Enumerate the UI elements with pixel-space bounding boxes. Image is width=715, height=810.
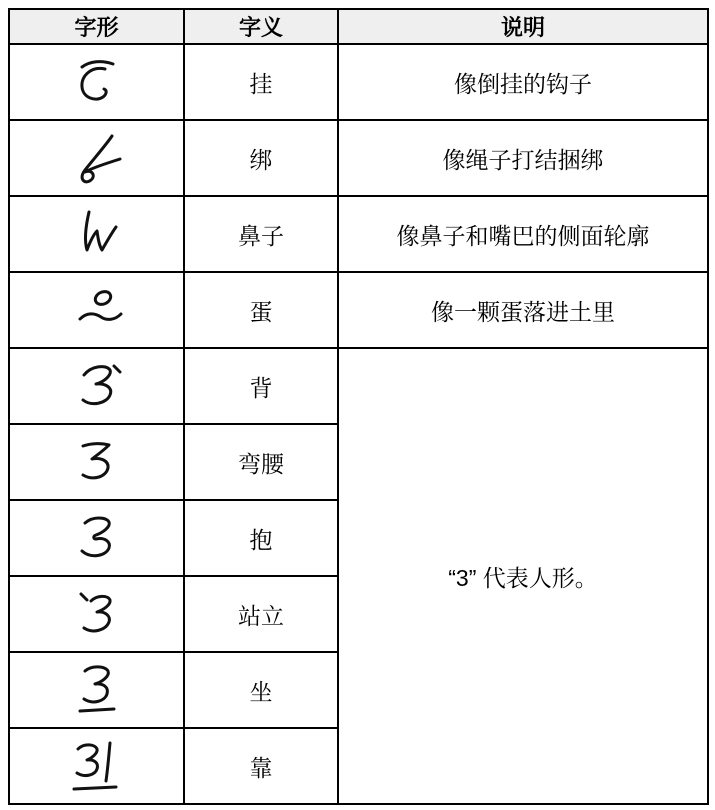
- meaning-cell: 坐: [184, 652, 338, 728]
- header-glyph-form: 字形: [9, 9, 184, 44]
- meaning-cell: 站立: [184, 576, 338, 652]
- shorthand-glyph-table: [8, 8, 709, 805]
- description-cell: 像绳子打结捆绑: [338, 120, 708, 196]
- description-cell: 像一颗蛋落进土里: [338, 272, 708, 348]
- meaning-cell: 挂: [184, 44, 338, 120]
- header-glyph-meaning: 字义: [184, 9, 338, 44]
- glyph-cell: [9, 424, 184, 500]
- meaning-cell: 弯腰: [184, 424, 338, 500]
- knot-glyph-icon: [68, 129, 126, 187]
- three-l-underline-glyph-icon: [68, 737, 126, 795]
- glyph-cell: [9, 728, 184, 804]
- three-tick-left-glyph-icon: [68, 585, 126, 643]
- meaning-cell: 蛋: [184, 272, 338, 348]
- three-loop-glyph-icon: [68, 509, 126, 567]
- three-underline-glyph-icon: [68, 661, 126, 719]
- glyph-cell: [9, 120, 184, 196]
- description-cell: 像鼻子和嘴巴的侧面轮廓: [338, 196, 708, 272]
- glyph-cell: [9, 500, 184, 576]
- meaning-cell: 抱: [184, 500, 338, 576]
- three-flat-top-glyph-icon: [68, 433, 126, 491]
- meaning-cell: 绑: [184, 120, 338, 196]
- meaning-cell: 背: [184, 348, 338, 424]
- header-row: [9, 9, 708, 44]
- egg-glyph-icon: [68, 281, 126, 339]
- glyph-cell: [9, 576, 184, 652]
- meaning-cell: 鼻子: [184, 196, 338, 272]
- glyph-cell: [9, 196, 184, 272]
- glyph-cell: [9, 44, 184, 120]
- table-row: [9, 120, 708, 196]
- three-tick-right-glyph-icon: [68, 357, 126, 415]
- hook-glyph-icon: [68, 53, 126, 111]
- glyph-cell: [9, 272, 184, 348]
- header-glyph-description: 说明: [338, 9, 708, 44]
- description-cell: 像倒挂的钩子: [338, 44, 708, 120]
- table-row: [9, 196, 708, 272]
- table-row: [9, 272, 708, 348]
- merged-description-cell: “3” 代表人形。: [338, 348, 708, 804]
- nose-profile-glyph-icon: [68, 205, 126, 263]
- table-row: [9, 44, 708, 120]
- glyph-cell: [9, 348, 184, 424]
- meaning-cell: 靠: [184, 728, 338, 804]
- glyph-cell: [9, 652, 184, 728]
- table-row: [9, 348, 708, 424]
